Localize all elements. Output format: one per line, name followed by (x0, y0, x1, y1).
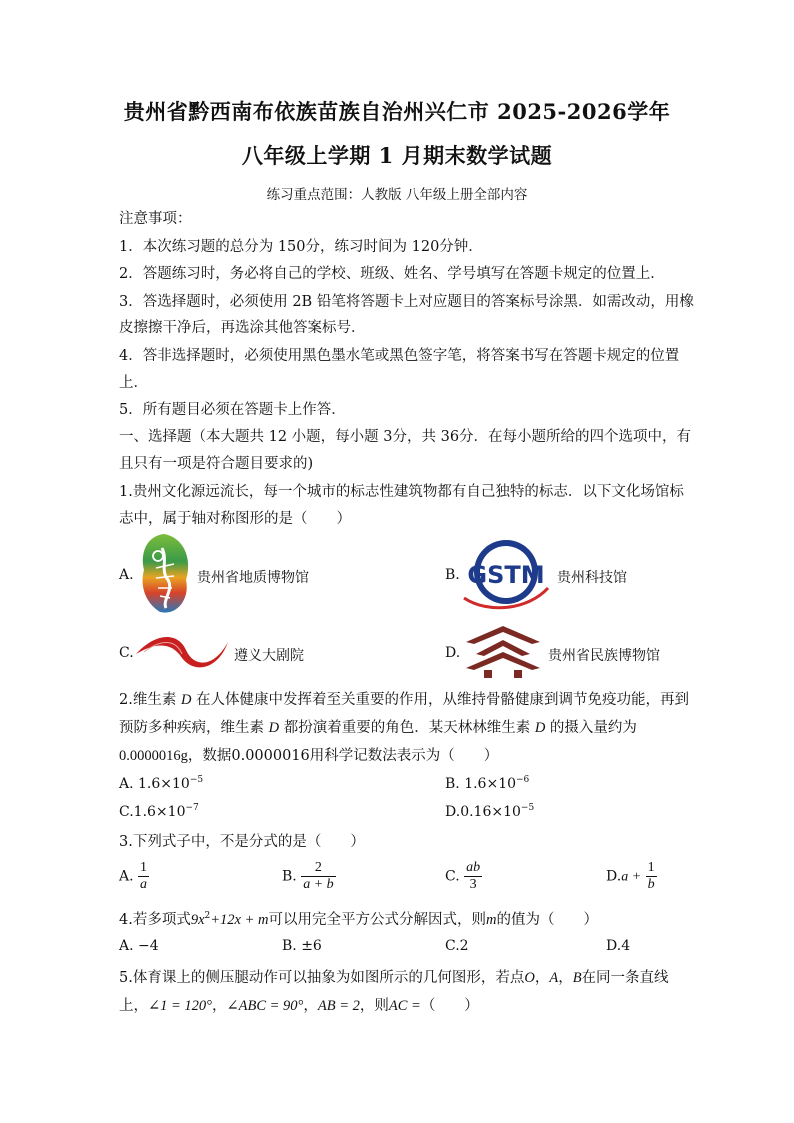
q2-stem-cont (119, 716, 637, 737)
geology-museum-logo-icon (134, 532, 194, 616)
practice-scope: 练习重点范围：人教版 八年级上册全部内容 (266, 187, 528, 203)
theater-ribbon-logo-icon (134, 628, 230, 674)
q1-option-a-label: 贵州省地质博物馆 (197, 570, 309, 586)
q2-text: 都扮演着重要的角色．某天林林维生素 (283, 720, 531, 736)
q4-option-d: D.4 (606, 938, 631, 954)
q4-stem: 4.若多项式$9x^2+12x + m$可以用完全平方公式分解因式，则m的值为（ ） (119, 911, 598, 928)
gstm-logo-text: GSTM (467, 561, 545, 589)
notice-item: 3．答选择题时，必须使用 2B 铅笔将答题卡上对应题目的答案标号涂黑．如需改动，用橡 (119, 294, 694, 310)
notice-item: 5．所有题目必须在答题卡上作答． (119, 402, 346, 418)
q2-text: 2.维生素 (119, 692, 177, 708)
q1-option-c-letter: C. (119, 645, 134, 661)
q1-option-d-label: 贵州省民族博物馆 (548, 648, 660, 664)
q3-option-c: C. $\frac{ab}{3}$ (445, 860, 481, 892)
q4-option-c: C.2 (445, 938, 469, 954)
q2-stem (119, 688, 689, 709)
q2-var-d: D (534, 720, 546, 736)
q2-option-a: A. $1.6\times 10^{-5}$ (119, 775, 204, 792)
gstm-logo-icon (458, 536, 552, 612)
q2-intake-value: 0.0000016g (119, 748, 188, 764)
q3-option-d: D.a + $\frac{1}{b}$ (606, 860, 655, 892)
q2-option-c: $C.1.6\times 10^{-7}$ (119, 803, 199, 820)
q2-text: ，数据 (187, 748, 232, 764)
notice-item: 2．答题练习时，务必将自己的学校、班级、姓名、学号填写在答题卡规定的位置上． (119, 266, 665, 282)
notice-heading: 注意事项： (119, 211, 192, 227)
section-heading: 一、选择题（本大题共 12 小题，每小题 3分，共 36分．在每小题所给的四个选项中，有 (119, 429, 692, 445)
q4-option-b: B. ±6 (282, 938, 322, 954)
q2-var-d: D (268, 720, 280, 736)
q1-option-b-label: 贵州科技馆 (557, 570, 627, 586)
q4-option-a: A. −4 (119, 938, 159, 954)
notice-item: 皮擦擦干净后，再选涂其他答案标号． (119, 320, 366, 336)
q1-stem-cont: 志中，属于轴对称图形的是（ ） (119, 511, 351, 527)
q1-option-c-label: 遵义大剧院 (234, 648, 304, 664)
q2-text: 预防多种疾病，维生素 (119, 720, 264, 736)
q2-text: 用科学记数法表示为（ ） (309, 748, 499, 764)
q3-stem: 3.下列式子中，不是分式的是（ ） (119, 834, 365, 850)
q1-option-a-letter: A. (119, 567, 134, 583)
q2-number: 0.0000016 (231, 748, 310, 764)
exam-title-line2: 八年级上学期 1 月期末数学试题 (241, 143, 553, 168)
q3-option-a: A. $\frac{1}{a}$ (119, 860, 148, 892)
q5-stem-cont: 上，∠1 = 120°，∠ABC = 90°，AB = 2，则AC =（ ） (119, 998, 479, 1014)
q1-option-b-letter: B. (445, 567, 460, 583)
ethnic-museum-roof-logo-icon (462, 624, 544, 678)
notice-item: 1．本次练习题的总分为 150分，练习时间为 120分钟． (119, 239, 483, 255)
q3-option-b: B. $\frac{2}{a + b}$ (282, 860, 334, 892)
notice-item: 4．答非选择题时，必须使用黑色墨水笔或黑色签字笔，将答案书写在答题卡规定的位置 (119, 348, 680, 364)
exam-title-line1: 贵州省黔西南布依族苗族自治州兴仁市 2025-2026学年 (123, 99, 671, 124)
q1-option-d-letter: D. (445, 645, 461, 661)
q2-text: 的摄入量约为 (549, 720, 637, 736)
q2-option-d: $D.0.16\times 10^{-5}$ (445, 803, 535, 820)
q2-option-b: B. $1.6\times 10^{-6}$ (445, 775, 530, 792)
notice-item: 上． (119, 375, 148, 391)
section-heading-cont: 且只有一项是符合题目要求的) (119, 456, 314, 472)
q2-stem-cont2 (119, 744, 498, 765)
q5-stem: 5.体育课上的侧压腿动作可以抽象为如图所示的几何图形，若点O，A，B在同一条直线 (119, 970, 669, 986)
q2-var-d: D (180, 692, 192, 708)
q1-stem: 1.贵州文化源远流长，每一个城市的标志性建筑物都有自己独特的标志．以下文化场馆标 (119, 484, 684, 500)
q2-text: 在人体健康中发挥着至关重要的作用，从维持骨骼健康到调节免疫功能，再到 (196, 692, 690, 708)
